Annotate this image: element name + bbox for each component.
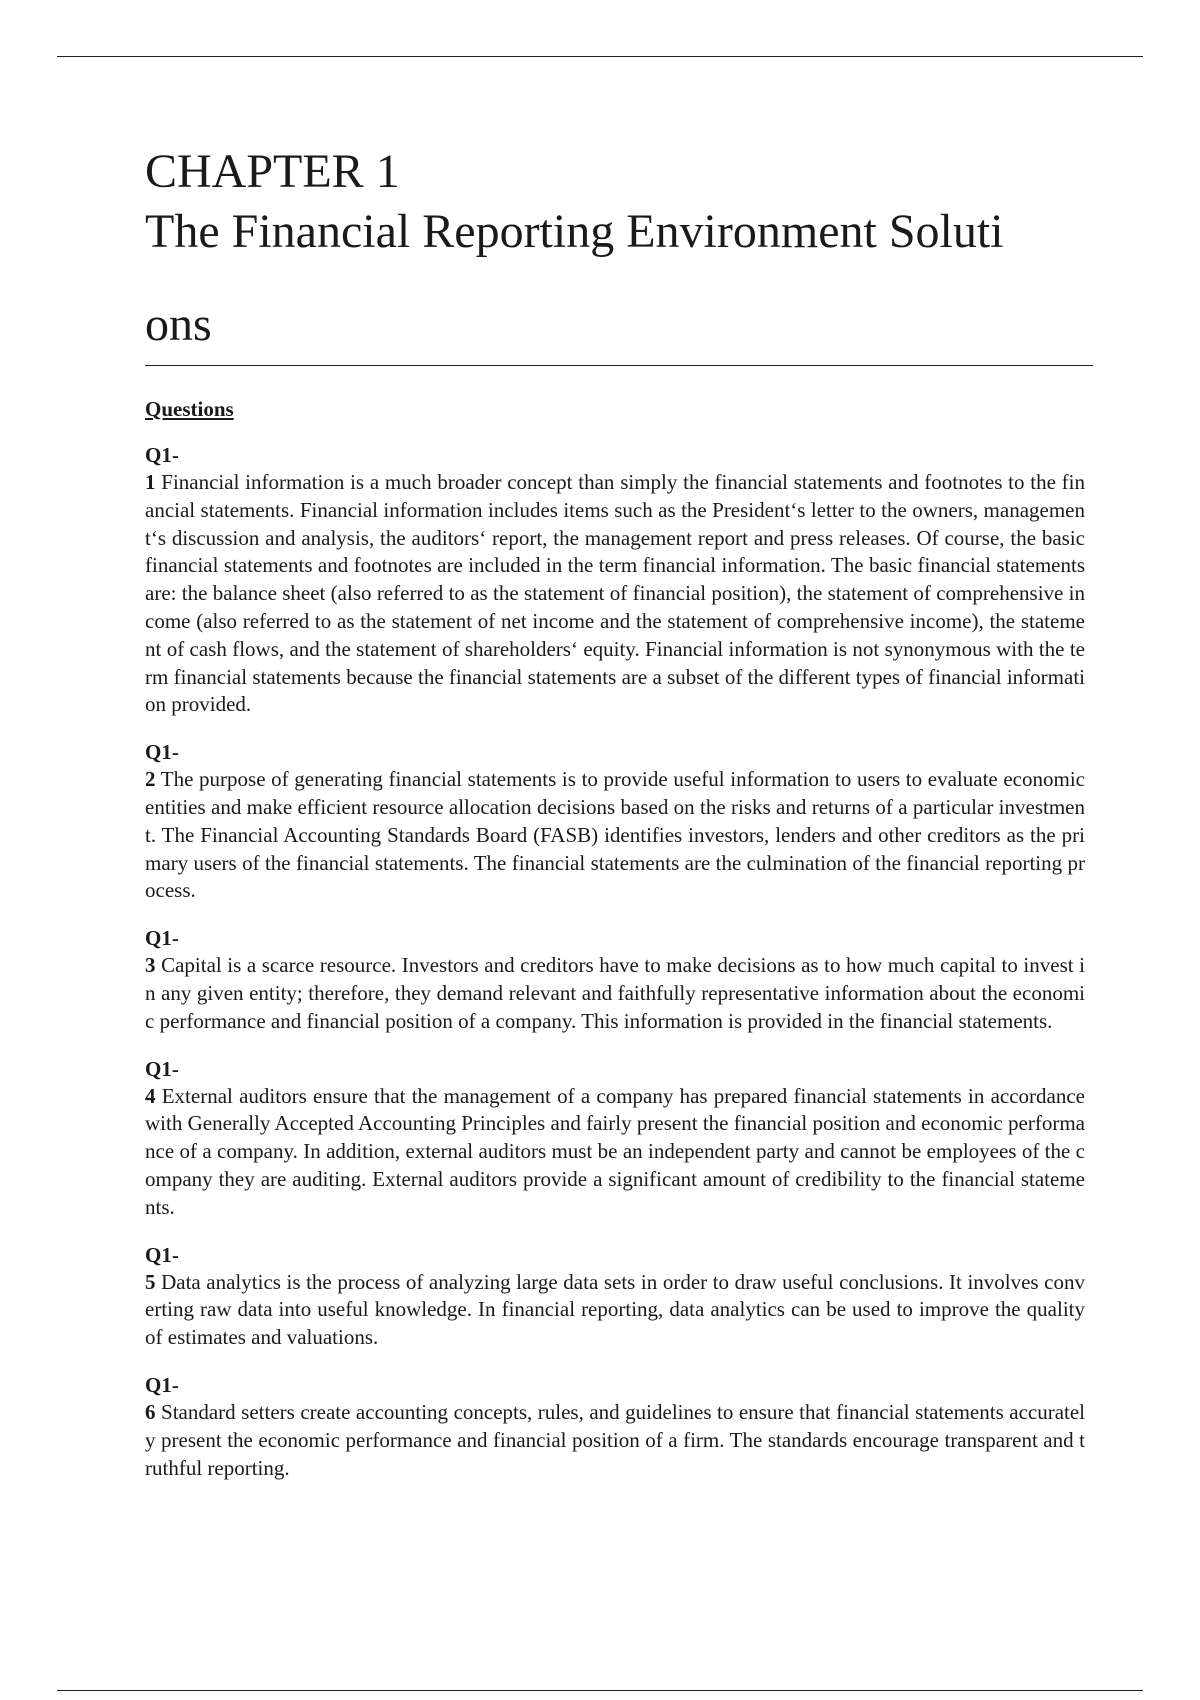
question-block: [145, 442, 1095, 719]
question-block: [145, 739, 1095, 905]
question-number: 3: [145, 953, 156, 978]
answer-text: Financial information is a much broader concept than simply the financial statements and footnotes to the financial statements. Financial information includes items such as the President‘s letter to the owners, management‘s discussion and analysis, the auditors‘ report, the management report and press releases. Of course, the basic financial statements and footnotes are included in the term financial information. The basic financial statements are: the balance sheet (also referred to as the statement of financial position), the statement of comprehensive income (also referred to as the statement of net income and the statement of comprehensive income), the statement of cash flows, and the statement of shareholders‘ equity. Financial information is not synonymous with the term financial statements because the financial statements are a subset of the different types of financial information provided.: [145, 470, 1085, 717]
question-label: Q1-: [145, 443, 179, 467]
question-label: Q1-: [145, 926, 179, 951]
section-heading-questions: Questions: [145, 397, 234, 421]
question-label: Q1-: [145, 1242, 179, 1267]
question-label: Q1-: [145, 740, 179, 765]
question-number: 5: [145, 1269, 156, 1294]
question-number: 6: [145, 1399, 156, 1424]
document-body: [145, 142, 1095, 1482]
question-block: [145, 1056, 1095, 1222]
question-number: 2: [145, 767, 156, 792]
chapter-label: CHAPTER 1: [145, 145, 400, 198]
question-answer: [145, 1399, 1085, 1482]
question-label: Q1-: [145, 1056, 179, 1081]
question-answer: [145, 469, 1085, 719]
question-block: [145, 925, 1095, 1035]
question-answer: [145, 1083, 1085, 1222]
answer-text: Data analytics is the process of analyzing large data sets in order to draw useful conclusions. It involves converting raw data into useful knowledge. In financial reporting, data analytics can be used to improve the quality of estimates and valuations.: [145, 1269, 1085, 1350]
answer-text: Standard setters create accounting concepts, rules, and guidelines to ensure that financial statements accurately present the economic performance and financial position of a firm. The standards encourage transparent and truthful reporting.: [145, 1399, 1086, 1480]
answer-text: The purpose of generating financial statements is to provide useful information to users to evaluate economic entities and make efficient resource allocation decisions based on the risks and returns of a particular investment. The Financial Accounting Standards Board (FASB) identifies investors, lenders and other creditors as the primary users of the financial statements. The financial statements are the culmination of the financial reporting process.: [145, 767, 1085, 903]
bottom-page-rule: [57, 1690, 1143, 1691]
answer-text: External auditors ensure that the management of a company has prepared financial statements in accordance with Generally Accepted Accounting Principles and fairly present the financial position and economic performance of a company. In addition, external auditors must be an independent party and cannot be employees of the company they are auditing. External auditors provide a significant amount of credibility to the financial statements.: [145, 1083, 1085, 1219]
question-answer: [145, 766, 1085, 905]
chapter-title-line-2: ons: [145, 298, 212, 351]
question-number: 1: [145, 470, 156, 494]
chapter-title-line-1: The Financial Reporting Environment Soluti: [145, 205, 1004, 258]
chapter-title: [145, 202, 1085, 355]
question-answer: [145, 1269, 1085, 1352]
question-block: [145, 1372, 1095, 1482]
question-label: Q1-: [145, 1372, 179, 1397]
title-underline-rule: [145, 365, 1093, 366]
top-page-rule: [57, 56, 1143, 57]
question-block: [145, 1242, 1095, 1352]
question-number: 4: [145, 1083, 156, 1108]
question-answer: [145, 952, 1085, 1035]
answer-text: Capital is a scarce resource. Investors and creditors have to make decisions as to how much capital to invest in any given entity; therefore, they demand relevant and faithfully representative information about the economic performance and financial position of a company. This information is provided in the financial statements.: [145, 953, 1085, 1033]
